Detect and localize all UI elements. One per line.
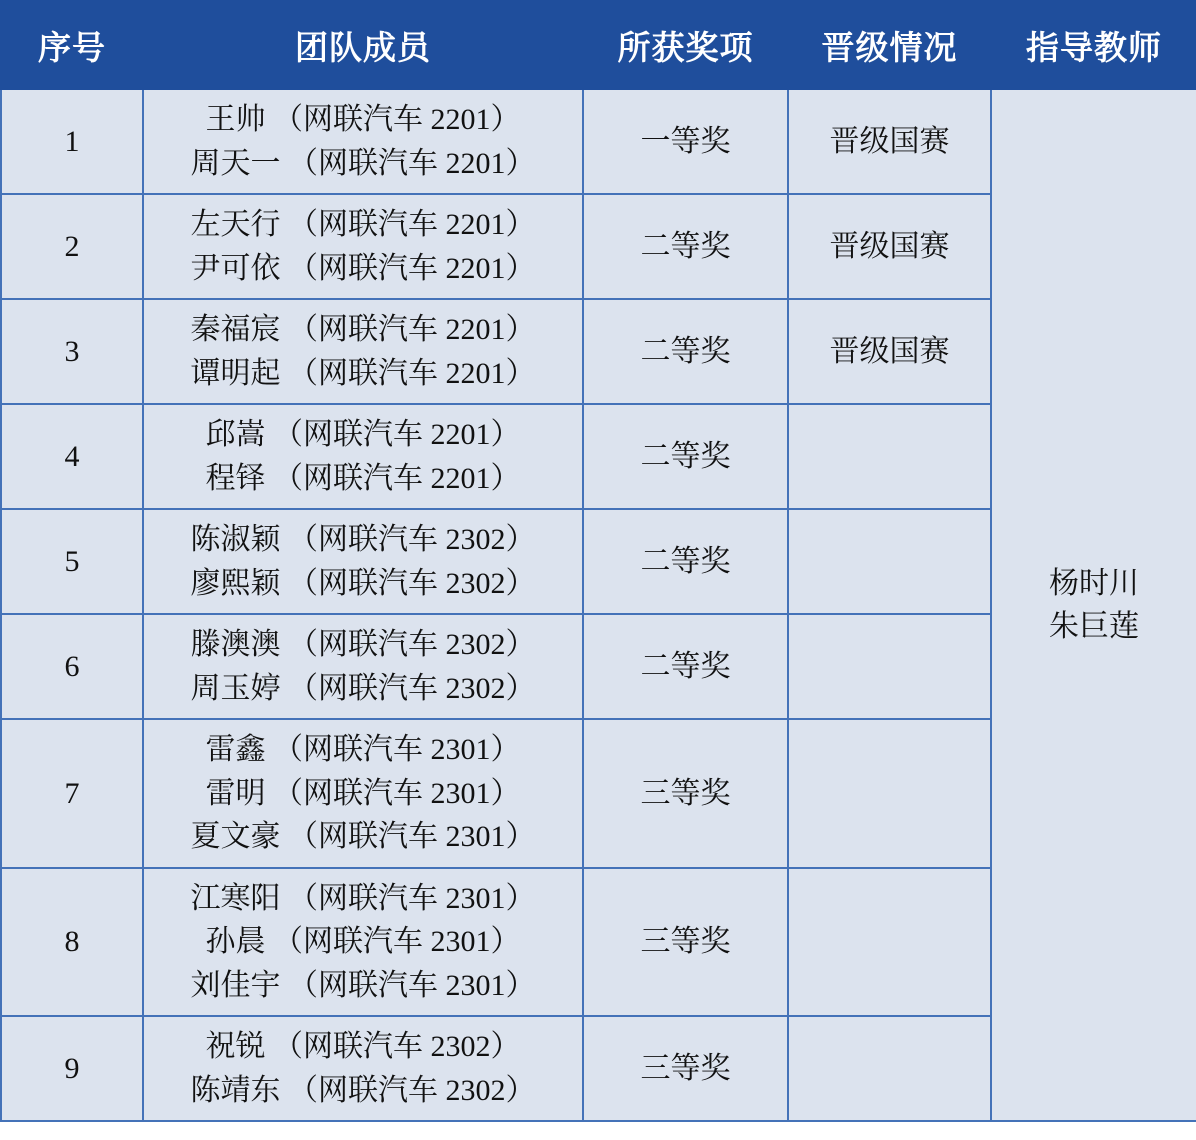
column-header-level: 晋级情况 (788, 1, 991, 89)
row-members (143, 89, 583, 194)
member-line: 孙晨 （网联汽车 2301） (205, 925, 521, 958)
row-members (143, 1016, 583, 1121)
row-index: 6 (1, 614, 143, 719)
row-members (143, 509, 583, 614)
member-line: 雷鑫 （网联汽车 2301） (205, 733, 521, 766)
row-members (143, 719, 583, 868)
member-line: 秦福宸 （网联汽车 2201） (190, 313, 536, 346)
row-members (143, 404, 583, 509)
member-line: 滕澳澳 （网联汽车 2302） (190, 628, 536, 661)
row-level (788, 1016, 991, 1121)
row-members (143, 194, 583, 299)
row-index: 1 (1, 89, 143, 194)
member-line: 夏文豪 （网联汽车 2301） (190, 820, 536, 853)
member-line: 王帅 （网联汽车 2201） (205, 103, 521, 136)
row-members (143, 299, 583, 404)
row-index: 9 (1, 1016, 143, 1121)
column-header-members: 团队成员 (143, 1, 583, 89)
table-header-row (1, 1, 1196, 89)
table-header (1, 1, 1196, 89)
row-award: 三等奖 (583, 1016, 788, 1121)
row-index: 2 (1, 194, 143, 299)
member-line: 雷明 （网联汽车 2301） (205, 776, 521, 810)
mentor-name: 杨时川 (1049, 566, 1139, 600)
row-level (788, 509, 991, 614)
member-line: 陈淑颖 （网联汽车 2302） (190, 523, 536, 556)
row-index: 3 (1, 299, 143, 404)
member-line: 廖熙颖 （网联汽车 2302） (190, 566, 536, 600)
column-header-mentor: 指导教师 (991, 1, 1196, 89)
member-line: 刘佳宇 （网联汽车 2301） (190, 968, 536, 1002)
row-level: 晋级国赛 (788, 89, 991, 194)
row-award: 三等奖 (583, 868, 788, 1017)
row-index: 4 (1, 404, 143, 509)
row-index: 8 (1, 868, 143, 1017)
member-line: 尹可依 （网联汽车 2201） (190, 251, 536, 285)
column-header-index: 序号 (1, 1, 143, 89)
row-members (143, 614, 583, 719)
row-level (788, 404, 991, 509)
mentor-cell (991, 89, 1196, 1121)
mentor-name: 朱巨莲 (1049, 610, 1139, 643)
row-level: 晋级国赛 (788, 299, 991, 404)
member-line: 周玉婷 （网联汽车 2302） (190, 671, 536, 705)
member-line: 祝锐 （网联汽车 2302） (205, 1030, 521, 1063)
column-header-award: 所获奖项 (583, 1, 788, 89)
member-line: 左天行 （网联汽车 2201） (190, 208, 536, 241)
row-award: 一等奖 (583, 89, 788, 194)
row-level (788, 868, 991, 1017)
table-row (1, 89, 1196, 194)
member-line: 程铎 （网联汽车 2201） (205, 461, 521, 495)
row-index: 7 (1, 719, 143, 868)
member-line: 邱嵩 （网联汽车 2201） (205, 418, 521, 451)
row-level: 晋级国赛 (788, 194, 991, 299)
row-award: 三等奖 (583, 719, 788, 868)
member-line: 谭明起 （网联汽车 2201） (190, 356, 536, 390)
row-award: 二等奖 (583, 299, 788, 404)
row-index: 5 (1, 509, 143, 614)
member-line: 陈靖东 （网联汽车 2302） (190, 1073, 536, 1107)
member-line: 江寒阳 （网联汽车 2301） (190, 881, 536, 915)
row-award: 二等奖 (583, 614, 788, 719)
row-award: 二等奖 (583, 509, 788, 614)
row-level (788, 719, 991, 868)
row-level (788, 614, 991, 719)
member-line: 周天一 （网联汽车 2201） (190, 146, 536, 180)
row-award: 二等奖 (583, 404, 788, 509)
row-members (143, 868, 583, 1017)
row-award: 二等奖 (583, 194, 788, 299)
table-body (1, 89, 1196, 1121)
